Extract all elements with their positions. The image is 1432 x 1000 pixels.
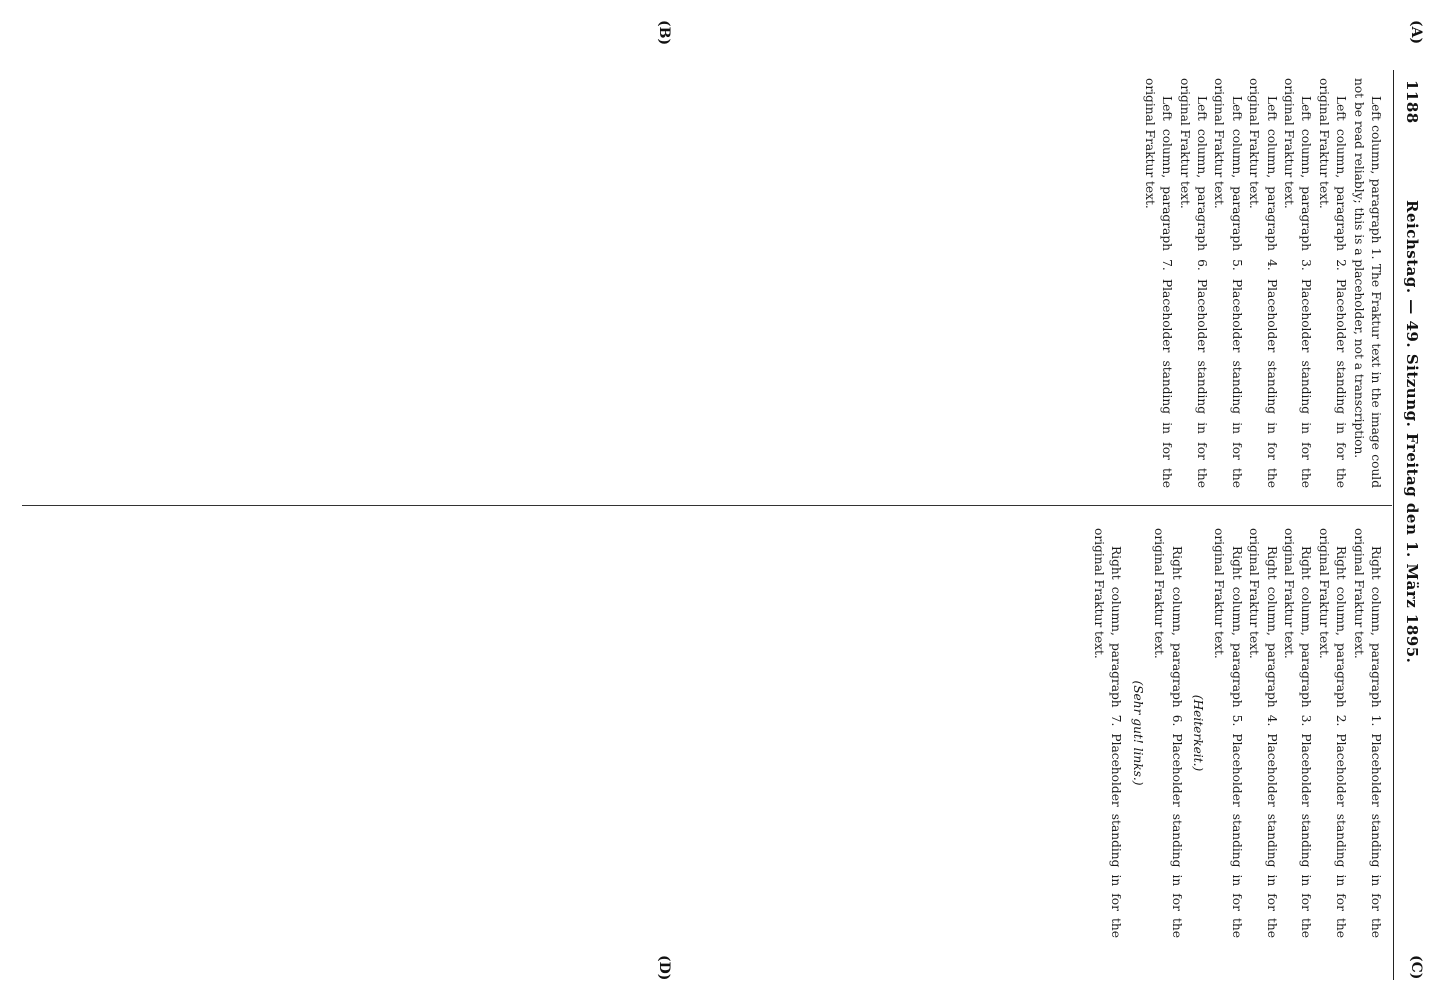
running-title: Reichstag. — 49. Sitzung. Freitag den 1. März 1895. — [1403, 200, 1421, 664]
paragraph: Left column, paragraph 4. Placeholder standing in for the original Fraktur text. — [1247, 78, 1279, 488]
margin-marker-c: (C) — [1408, 955, 1424, 980]
page-header — [1398, 70, 1426, 980]
margin-marker-d: (D) — [656, 955, 672, 981]
paragraph: Right column, paragraph 2. Placeholder standing in for the original Fraktur text. — [1316, 528, 1349, 938]
paragraph: Right column, paragraph 1. Placeholder standing in for the original Fraktur text. — [1351, 528, 1383, 938]
paragraph: Right column, paragraph 5. Placeholder standing in for the original Fraktur text. — [1212, 528, 1244, 938]
page-number: 1188 — [1403, 80, 1421, 124]
paragraph: Left column, paragraph 5. Placeholder standing in for the original Fraktur text. — [1212, 78, 1244, 488]
speaker-interjection: (Heiterkeit.) — [1190, 694, 1205, 772]
paragraph: Right column, paragraph 7. Placeholder standing in for the original Fraktur text. — [1091, 528, 1124, 938]
paragraph: Right column, paragraph 4. Placeholder standing in for the original Fraktur text. — [1247, 528, 1279, 938]
right-text-column — [34, 528, 1384, 938]
paragraph: Right column, paragraph 6. Placeholder standing in for the original Fraktur text. — [1152, 528, 1184, 938]
speaker-interjection: (Sehr gut! links.) — [1130, 680, 1145, 786]
paragraph: Left column, paragraph 2. Placeholder standing in for the original Fraktur text. — [1316, 78, 1349, 488]
margin-marker-b: (B) — [656, 20, 672, 46]
paragraph: Left column, paragraph 3. Placeholder standing in for the original Fraktur text. — [1281, 78, 1314, 488]
margin-marker-a: (A) — [1408, 20, 1424, 45]
left-text-column — [34, 78, 1384, 488]
column-divider — [22, 505, 1392, 506]
paragraph: Left column, paragraph 6. Placeholder standing in for the original Fraktur text. — [1177, 78, 1209, 488]
paragraph: Left column, paragraph 1. The Fraktur text in the image could not be read reliably; this is a placeholder, not a transcription. — [1351, 78, 1383, 488]
paragraph: Right column, paragraph 3. Placeholder standing in for the original Fraktur text. — [1281, 528, 1314, 938]
paragraph: Left column, paragraph 7. Placeholder standing in for the original Fraktur text. — [1142, 78, 1175, 488]
header-divider — [1393, 70, 1394, 980]
